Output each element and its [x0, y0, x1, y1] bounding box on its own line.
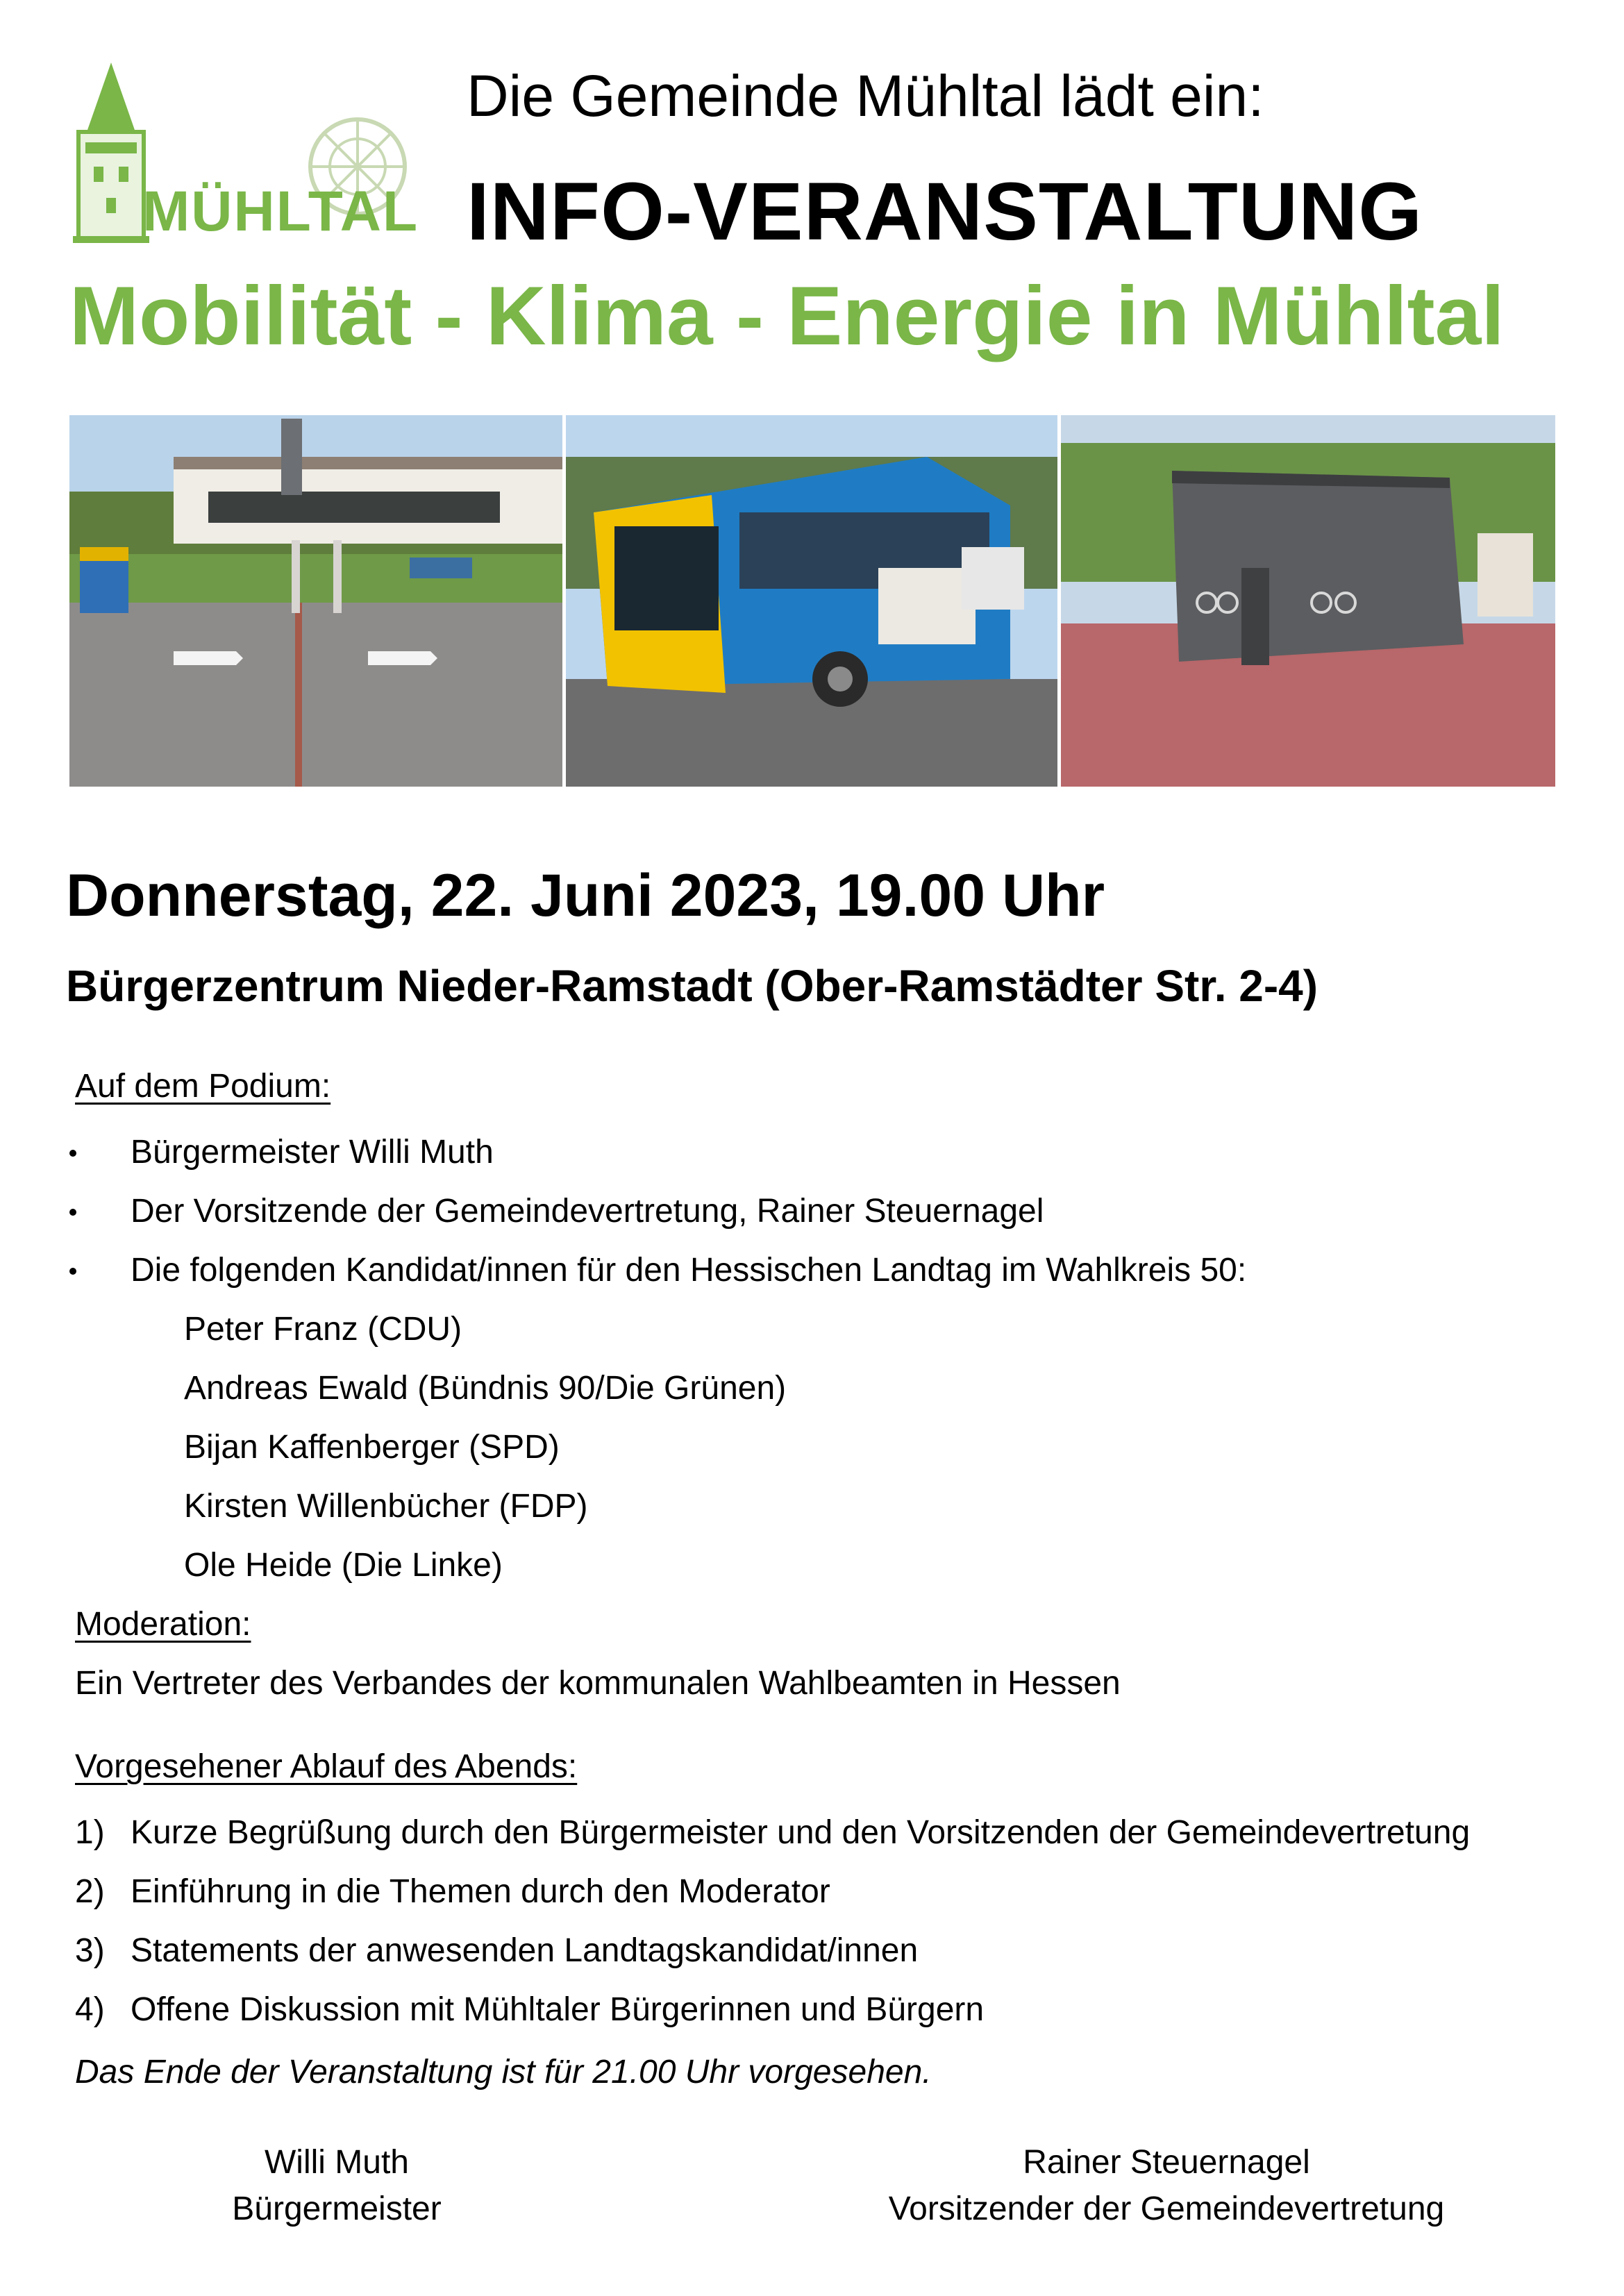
bullet-icon	[69, 1268, 76, 1275]
signature-role: Vorsitzender der Gemeindevertretung	[888, 2190, 1445, 2227]
event-venue: Bürgerzentrum Nieder-Ramstadt (Ober-Ramstädter Str. 2-4)	[66, 961, 1319, 1011]
signature-name: Willi Muth	[264, 2144, 409, 2181]
photo-bike-shelter	[1061, 415, 1555, 787]
bullet-icon	[69, 1150, 76, 1157]
agenda-number: 2)	[75, 1873, 105, 1910]
agenda-text: Offene Diskussion mit Mühltaler Bürgerinnen und Bürgern	[131, 1991, 985, 2028]
agenda-number: 3)	[75, 1932, 105, 1969]
moderation-heading: Moderation:	[75, 1606, 251, 1643]
podium-heading: Auf dem Podium:	[75, 1068, 331, 1105]
logo-wordmark: MÜHLTAL	[142, 180, 419, 243]
closing-note: Das Ende der Veranstaltung ist für 21.00 Uhr vorgesehen.	[75, 2054, 932, 2090]
agenda-heading: Vorgesehener Ablauf des Abends:	[75, 1748, 578, 1785]
moderation-text: Ein Vertreter des Verbandes der kommunalen Wahlbeamten in Hessen	[75, 1665, 1121, 1702]
agenda-number: 1)	[75, 1814, 105, 1851]
candidate: Ole Heide (Die Linke)	[184, 1547, 503, 1584]
podium-item: Der Vorsitzende der Gemeindevertretung, Rainer Steuernagel	[131, 1193, 1044, 1230]
theme-title: Mobilität - Klima - Energie in Mühltal	[69, 269, 1505, 362]
agenda-text: Kurze Begrüßung durch den Bürgermeister und den Vorsitzenden der Gemeindevertretung	[131, 1814, 1471, 1851]
signature-name: Rainer Steuernagel	[1023, 2144, 1310, 2181]
bullet-icon	[69, 1209, 76, 1216]
podium-item: Bürgermeister Willi Muth	[131, 1134, 494, 1171]
headline: INFO-VERANSTALTUNG	[467, 166, 1423, 258]
podium-item: Die folgenden Kandidat/innen für den Hessischen Landtag im Wahlkreis 50:	[131, 1252, 1247, 1289]
photo-ev-parking	[69, 415, 562, 787]
agenda-text: Einführung in die Themen durch den Moderator	[131, 1873, 830, 1910]
intro-line: Die Gemeinde Mühltal lädt ein:	[467, 63, 1264, 128]
muehltal-logo	[66, 62, 437, 246]
signature-role: Bürgermeister	[232, 2190, 442, 2227]
candidate: Andreas Ewald (Bündnis 90/Die Grünen)	[184, 1370, 787, 1407]
candidate: Peter Franz (CDU)	[184, 1311, 462, 1348]
event-date: Donnerstag, 22. Juni 2023, 19.00 Uhr	[66, 862, 1105, 929]
agenda-number: 4)	[75, 1991, 105, 2028]
candidate: Kirsten Willenbücher (FDP)	[184, 1488, 588, 1525]
candidate: Bijan Kaffenberger (SPD)	[184, 1429, 560, 1466]
agenda-text: Statements der anwesenden Landtagskandidat/innen	[131, 1932, 919, 1969]
photo-electric-bus	[566, 415, 1057, 787]
